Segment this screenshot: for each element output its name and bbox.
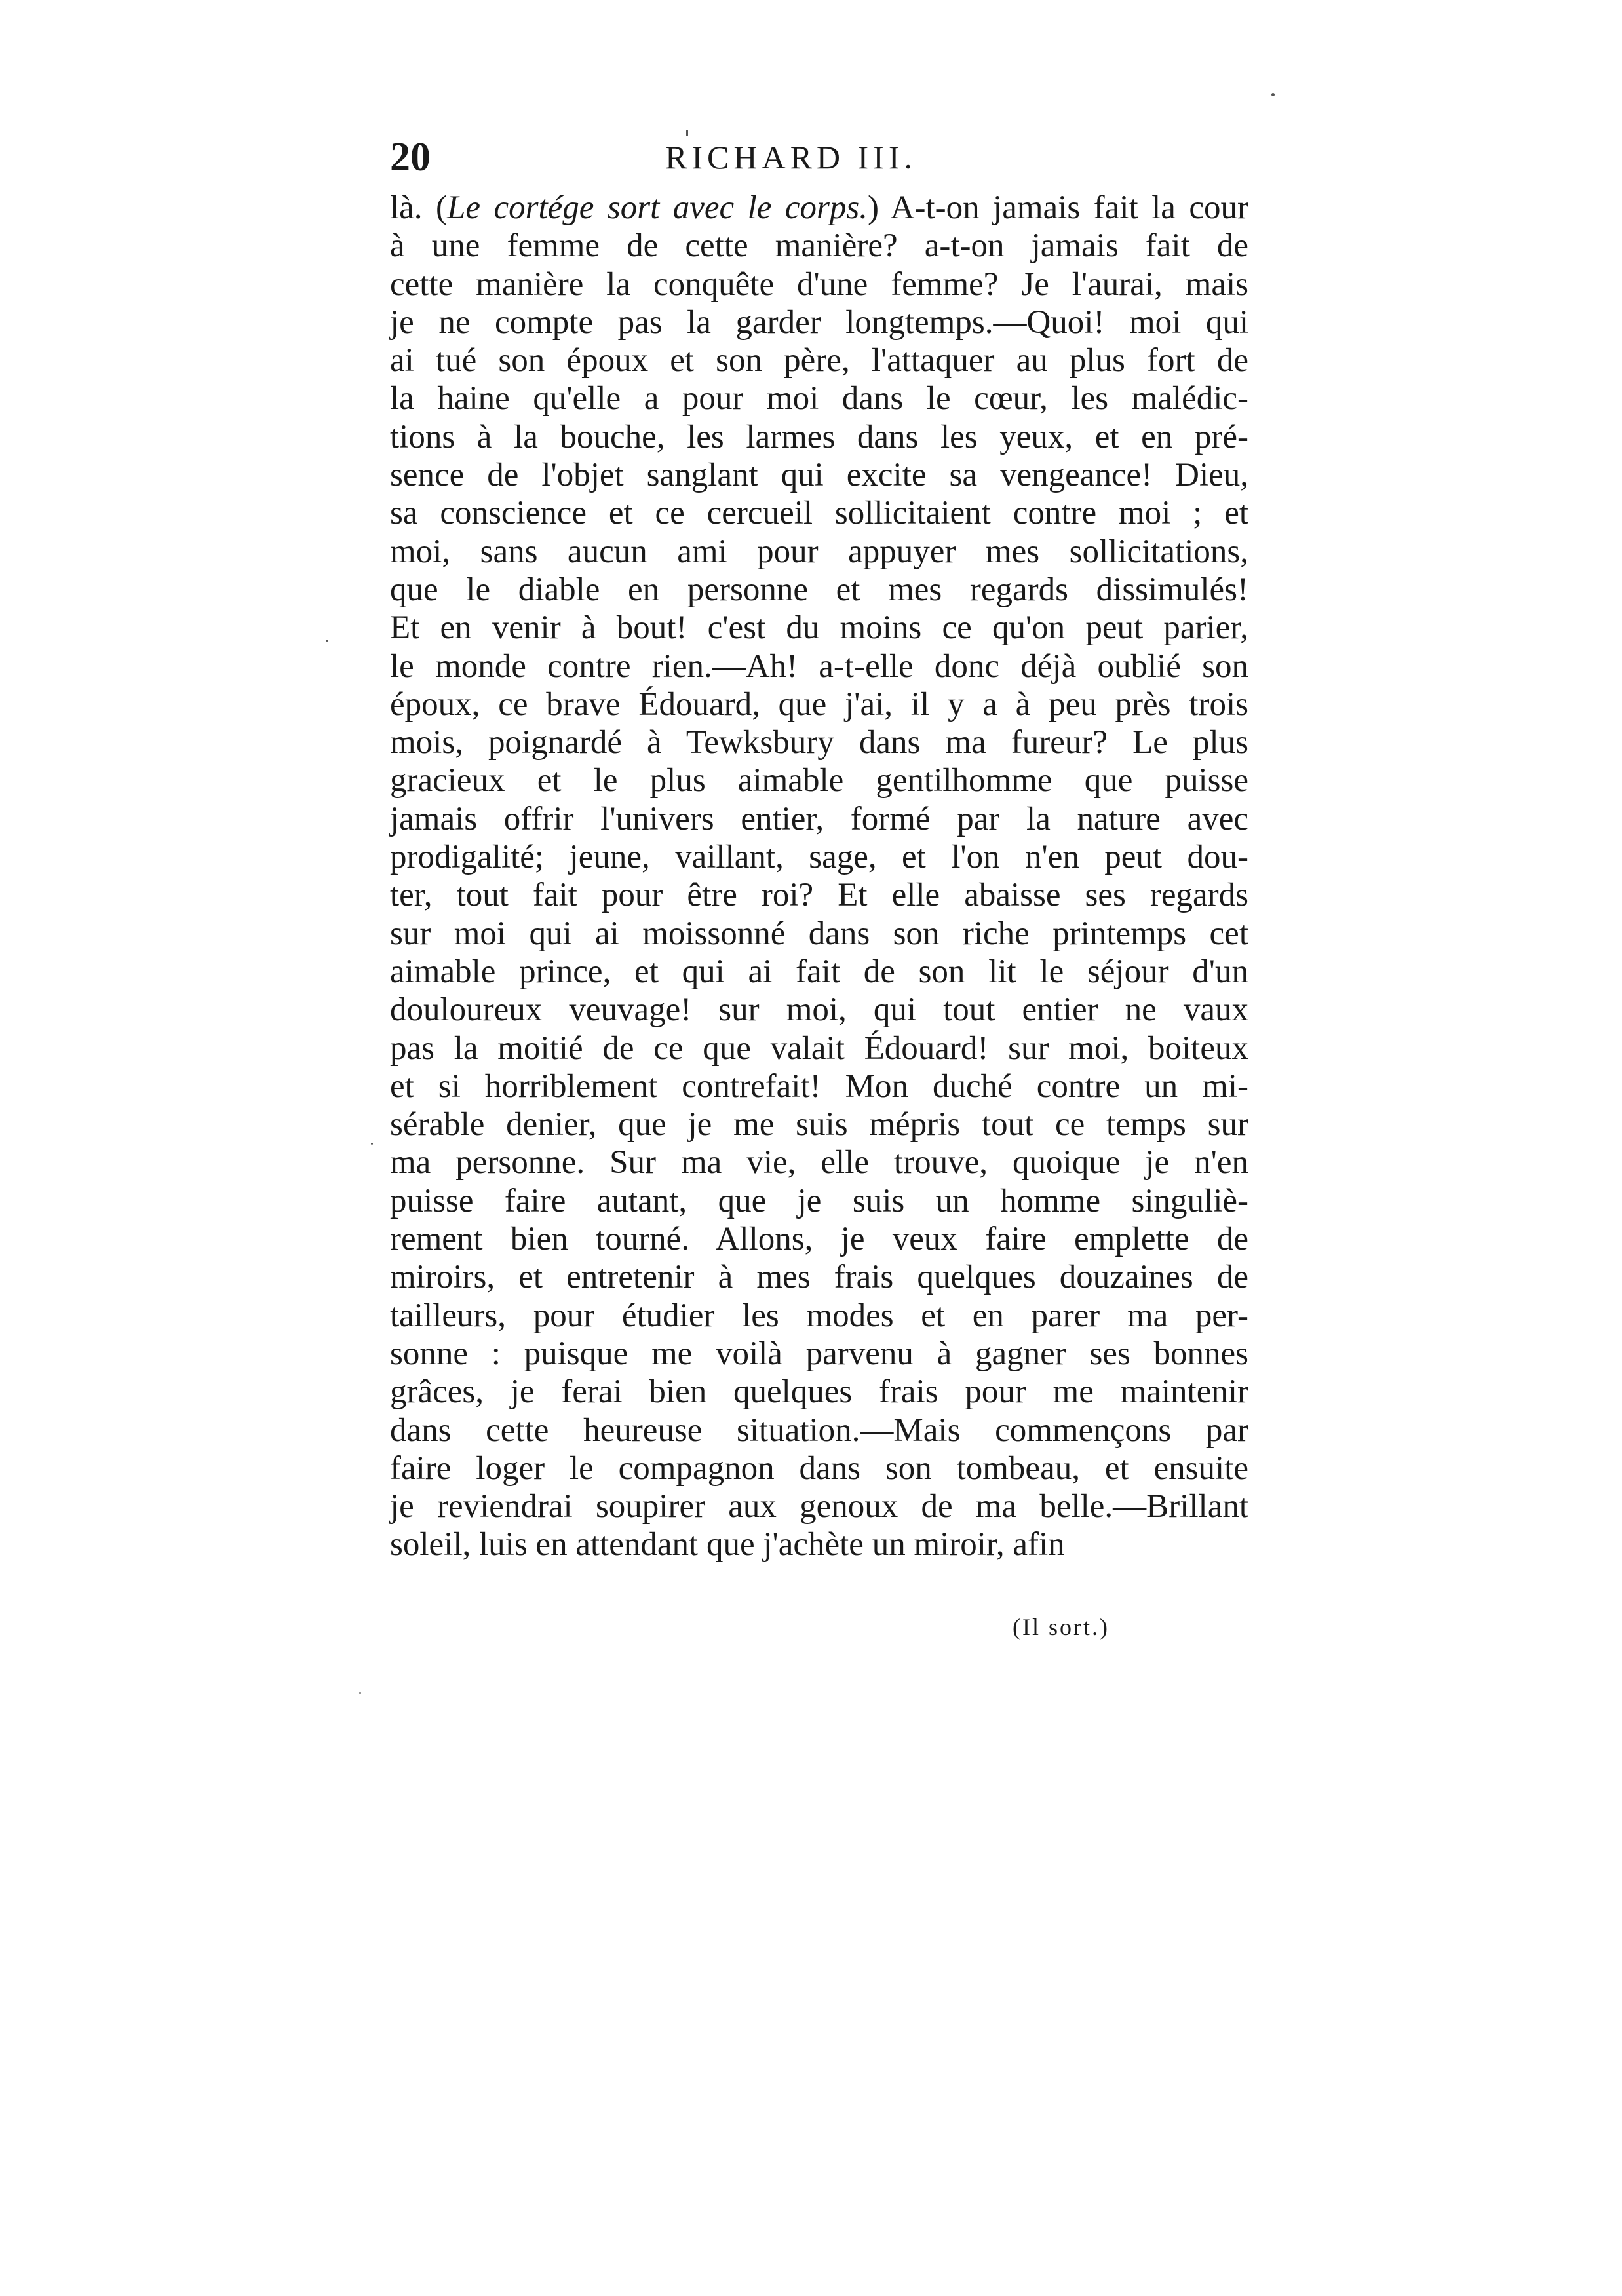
text-line: que le diable en personne et mes regards dissimulés! bbox=[390, 571, 1248, 608]
text-line: ai tué son époux et son père, l'attaquer au plus fort de bbox=[390, 342, 1248, 379]
text-line: époux, ce brave Édouard, que j'ai, il y a à peu près trois bbox=[390, 685, 1248, 723]
text-line: gracieux et le plus aimable gentilhomme que puisse bbox=[390, 762, 1248, 799]
text-line: ma personne. Sur ma vie, elle trouve, quoique je n'en bbox=[390, 1144, 1248, 1181]
text-line: le monde contre rien.—Ah! a-t-elle donc déjà oublié son bbox=[390, 647, 1248, 685]
text-line: la haine qu'elle a pour moi dans le cœur, les malédic- bbox=[390, 380, 1248, 417]
speck-mark bbox=[686, 130, 688, 136]
text-line: prodigalité; jeune, vaillant, sage, et l'on n'en peut dou- bbox=[390, 839, 1248, 876]
text-line: soleil, luis en attendant que j'achète un miroir, afin bbox=[390, 1526, 1065, 1563]
text-line: douloureux veuvage! sur moi, qui tout entier ne vaux bbox=[390, 991, 1248, 1029]
text-line: et si horriblement contrefait! Mon duché contre un mi- bbox=[390, 1067, 1248, 1105]
text-fragment: là. ( bbox=[390, 189, 448, 226]
text-line: miroirs, et entretenir à mes frais quelques douzaines de bbox=[390, 1259, 1248, 1296]
text-line: rement bien tourné. Allons, je veux faire emplette de bbox=[390, 1221, 1248, 1258]
speck-mark bbox=[359, 1692, 361, 1694]
text-line: dans cette heureuse situation.—Mais commençons par bbox=[390, 1411, 1248, 1449]
text-line: tailleurs, pour étudier les modes et en parer ma per- bbox=[390, 1297, 1248, 1334]
text-line: grâces, je ferai bien quelques frais pour me maintenir bbox=[390, 1373, 1248, 1411]
speck-mark bbox=[371, 1143, 373, 1145]
running-title: RICHARD III. bbox=[665, 139, 917, 176]
text-line: je reviendrai soupirer aux genoux de ma belle.—Brillant bbox=[390, 1488, 1248, 1525]
text-line bbox=[390, 189, 1248, 227]
text-line: à une femme de cette manière? a-t-on jamais fait de bbox=[390, 227, 1248, 265]
page-header bbox=[390, 128, 1137, 187]
main-text bbox=[390, 189, 1248, 1564]
text-line: pas la moitié de ce que valait Édouard! sur moi, boiteux bbox=[390, 1029, 1248, 1067]
text-line: ter, tout fait pour être roi? Et elle abaisse ses regards bbox=[390, 877, 1248, 914]
speck-mark bbox=[326, 640, 328, 642]
text-line: mois, poignardé à Tewksbury dans ma fureur? Le plus bbox=[390, 724, 1248, 761]
text-line: sérable denier, que je me suis mépris tout ce temps sur bbox=[390, 1106, 1248, 1143]
text-line: sur moi qui ai moissonné dans son riche printemps cet bbox=[390, 915, 1248, 952]
speck-mark bbox=[1271, 93, 1275, 96]
text-line: moi, sans aucun ami pour appuyer mes sollicitations, bbox=[390, 533, 1248, 570]
text-line: cette manière la conquête d'une femme? Je l'aurai, mais bbox=[390, 265, 1248, 303]
text-line: sonne : puisque me voilà parvenu à gagner ses bonnes bbox=[390, 1335, 1248, 1372]
page-number: 20 bbox=[390, 135, 431, 180]
text-line: puisse faire autant, que je suis un homme singuliè- bbox=[390, 1182, 1248, 1219]
text-line: tions à la bouche, les larmes dans les yeux, et en pré- bbox=[390, 418, 1248, 455]
text-line: je ne compte pas la garder longtemps.—Quoi! moi qui bbox=[390, 303, 1248, 341]
text-line: faire loger le compagnon dans son tombeau, et ensuite bbox=[390, 1449, 1248, 1487]
text-line: jamais offrir l'univers entier, formé par la nature avec bbox=[390, 800, 1248, 837]
stage-direction: Le cortége sort avec le corps. bbox=[447, 189, 868, 226]
text-line: aimable prince, et qui ai fait de son lit le séjour d'un bbox=[390, 953, 1248, 990]
text-line: sa conscience et ce cercueil sollicitaient contre moi ; et bbox=[390, 495, 1248, 532]
text-line: Et en venir à bout! c'est du moins ce qu'on peut parier, bbox=[390, 609, 1248, 647]
exit-stage-direction: (Il sort.) bbox=[1013, 1614, 1110, 1640]
text-line: sence de l'objet sanglant qui excite sa vengeance! Dieu, bbox=[390, 457, 1248, 494]
text-fragment: ) A-t-on jamais fait la cour bbox=[867, 189, 1248, 226]
